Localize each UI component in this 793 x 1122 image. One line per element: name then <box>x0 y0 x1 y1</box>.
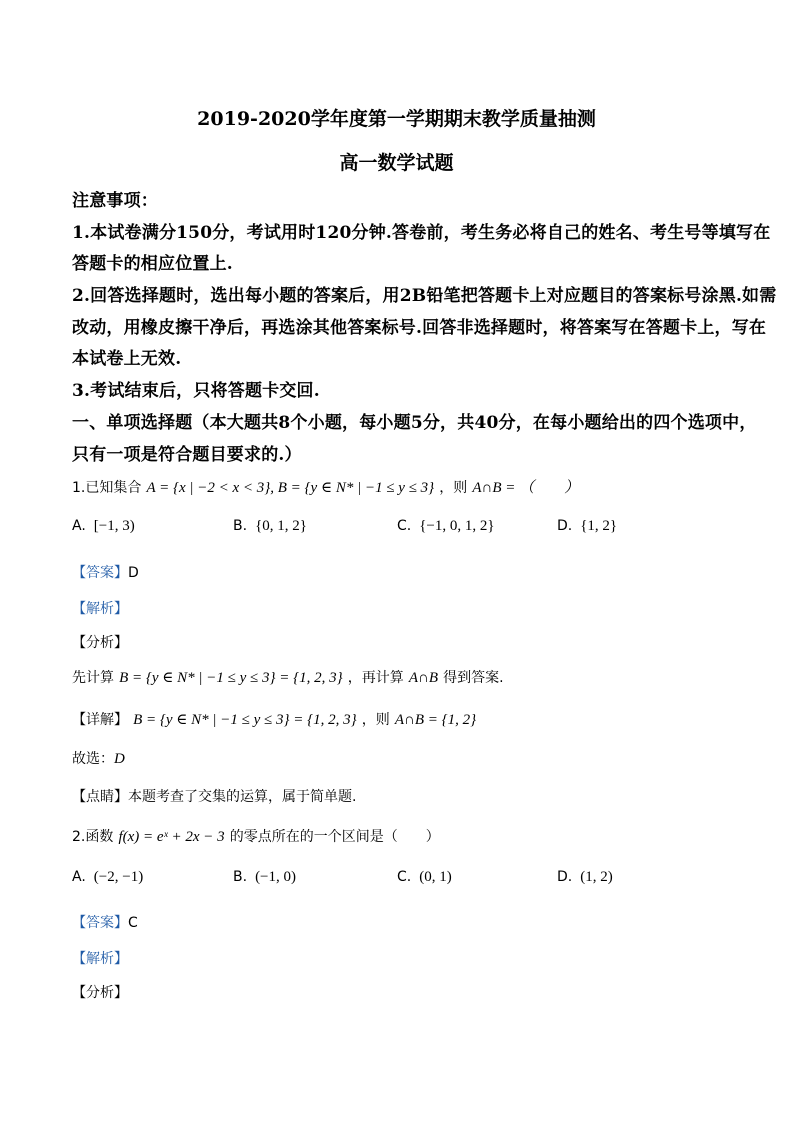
q1-fenxi-text <box>72 667 504 687</box>
q2-fenxi-tag: 【分析】 <box>72 985 128 1001</box>
option-letter: C. <box>397 869 412 885</box>
q1-option-b <box>233 518 307 535</box>
option-letter: B. <box>233 869 248 885</box>
option-value: (−1, 0) <box>255 869 297 885</box>
page-title: 2019-2020学年度第一学期期末教学质量抽测 <box>197 108 596 130</box>
q2-prefix: 2.函数 <box>72 829 114 845</box>
option-letter: B. <box>233 518 248 534</box>
notice-line: 改动，用橡皮擦干净后，再选涂其他答案标号.回答非选择题时，将答案写在答题卡上，写在 <box>72 318 767 338</box>
question-1 <box>72 476 579 497</box>
comment-text: 本题考查了交集的运算，属于简单题. <box>128 789 357 805</box>
option-value: [−1, 3) <box>93 518 135 534</box>
answer-tag: 【答案】 <box>72 915 128 931</box>
math-expression: B = {y ∈ N* | −1 ≤ y ≤ 3} = {1, 2, 3} <box>119 670 343 686</box>
q1-comment <box>72 786 356 806</box>
section-heading-cont: 只有一项是符合题目要求的.） <box>72 445 302 465</box>
q1-detail <box>72 709 476 729</box>
comment-tag: 【点睛】 <box>72 789 128 805</box>
option-value: (1, 2) <box>580 869 613 885</box>
q2-option-d <box>557 869 613 886</box>
notice-line: 1.本试卷满分150分，考试用时120分钟.答卷前，考生务必将自己的姓名、考生号等填写在 <box>72 223 771 243</box>
q1-answer <box>72 562 139 582</box>
q1-mid: ，则 <box>439 480 468 496</box>
option-letter: D. <box>557 518 573 534</box>
text-run: ，再计算 <box>347 670 404 686</box>
option-value: {0, 1, 2} <box>255 518 307 534</box>
q2-expression: f(x) = eˣ + 2x − 3 <box>118 829 225 845</box>
section-heading: 一、单项选择题（本大题共8个小题，每小题5分，共40分，在每小题给出的四个选项中， <box>72 413 757 433</box>
q1-option-c <box>397 518 495 535</box>
q1-option-a <box>72 518 135 535</box>
answer-value: C <box>128 915 138 931</box>
q2-option-b <box>233 869 296 886</box>
q1-expression: A = {x | −2 < x < 3}, B = {y ∈ N* | −1 ≤ y ≤ 3} <box>146 480 435 496</box>
text-run: ，则 <box>361 712 390 728</box>
q2-answer <box>72 912 138 932</box>
option-letter: A. <box>72 518 86 534</box>
option-value: {1, 2} <box>580 518 618 534</box>
q1-option-d <box>557 518 617 535</box>
option-letter: D. <box>557 869 573 885</box>
notice-line: 2.回答选择题时，选出每小题的答案后，用2B铅笔把答题卡上对应题目的答案标号涂黑.如需 <box>72 286 777 306</box>
q1-ask: A∩B = （ ） <box>472 480 580 496</box>
q2-suffix: 的零点所在的一个区间是（ ） <box>229 829 440 845</box>
question-2 <box>72 826 440 846</box>
page-subtitle: 高一数学试题 <box>339 152 454 174</box>
q2-analysis-tag: 【解析】 <box>72 951 128 967</box>
answer-tag: 【答案】 <box>72 565 128 581</box>
option-value: {−1, 0, 1, 2} <box>419 518 495 534</box>
choose-value: D <box>114 751 125 767</box>
notice-heading: 注意事项： <box>72 191 158 211</box>
q1-choice <box>72 748 125 768</box>
answer-value: D <box>128 565 139 581</box>
notice-line: 答题卡的相应位置上. <box>72 254 233 274</box>
math-expression: B = {y ∈ N* | −1 ≤ y ≤ 3} = {1, 2, 3} <box>133 712 357 728</box>
q2-option-c <box>397 869 452 886</box>
text-run: 先计算 <box>72 670 114 686</box>
notice-line: 3.考试结束后，只将答题卡交回. <box>72 381 320 401</box>
choose-label: 故选： <box>72 751 114 767</box>
option-letter: C. <box>397 518 412 534</box>
option-value: (−2, −1) <box>93 869 144 885</box>
math-expression: A∩B = {1, 2} <box>394 712 477 728</box>
q1-prefix: 1.已知集合 <box>72 480 142 496</box>
q2-option-a <box>72 869 143 886</box>
notice-line: 本试卷上无效. <box>72 349 182 369</box>
q1-analysis-tag: 【解析】 <box>72 601 128 617</box>
detail-tag: 【详解】 <box>72 712 128 728</box>
math-expression: A∩B <box>408 670 438 686</box>
q1-fenxi-tag: 【分析】 <box>72 635 128 651</box>
option-value: (0, 1) <box>419 869 452 885</box>
text-run: 得到答案. <box>443 670 504 686</box>
option-letter: A. <box>72 869 86 885</box>
